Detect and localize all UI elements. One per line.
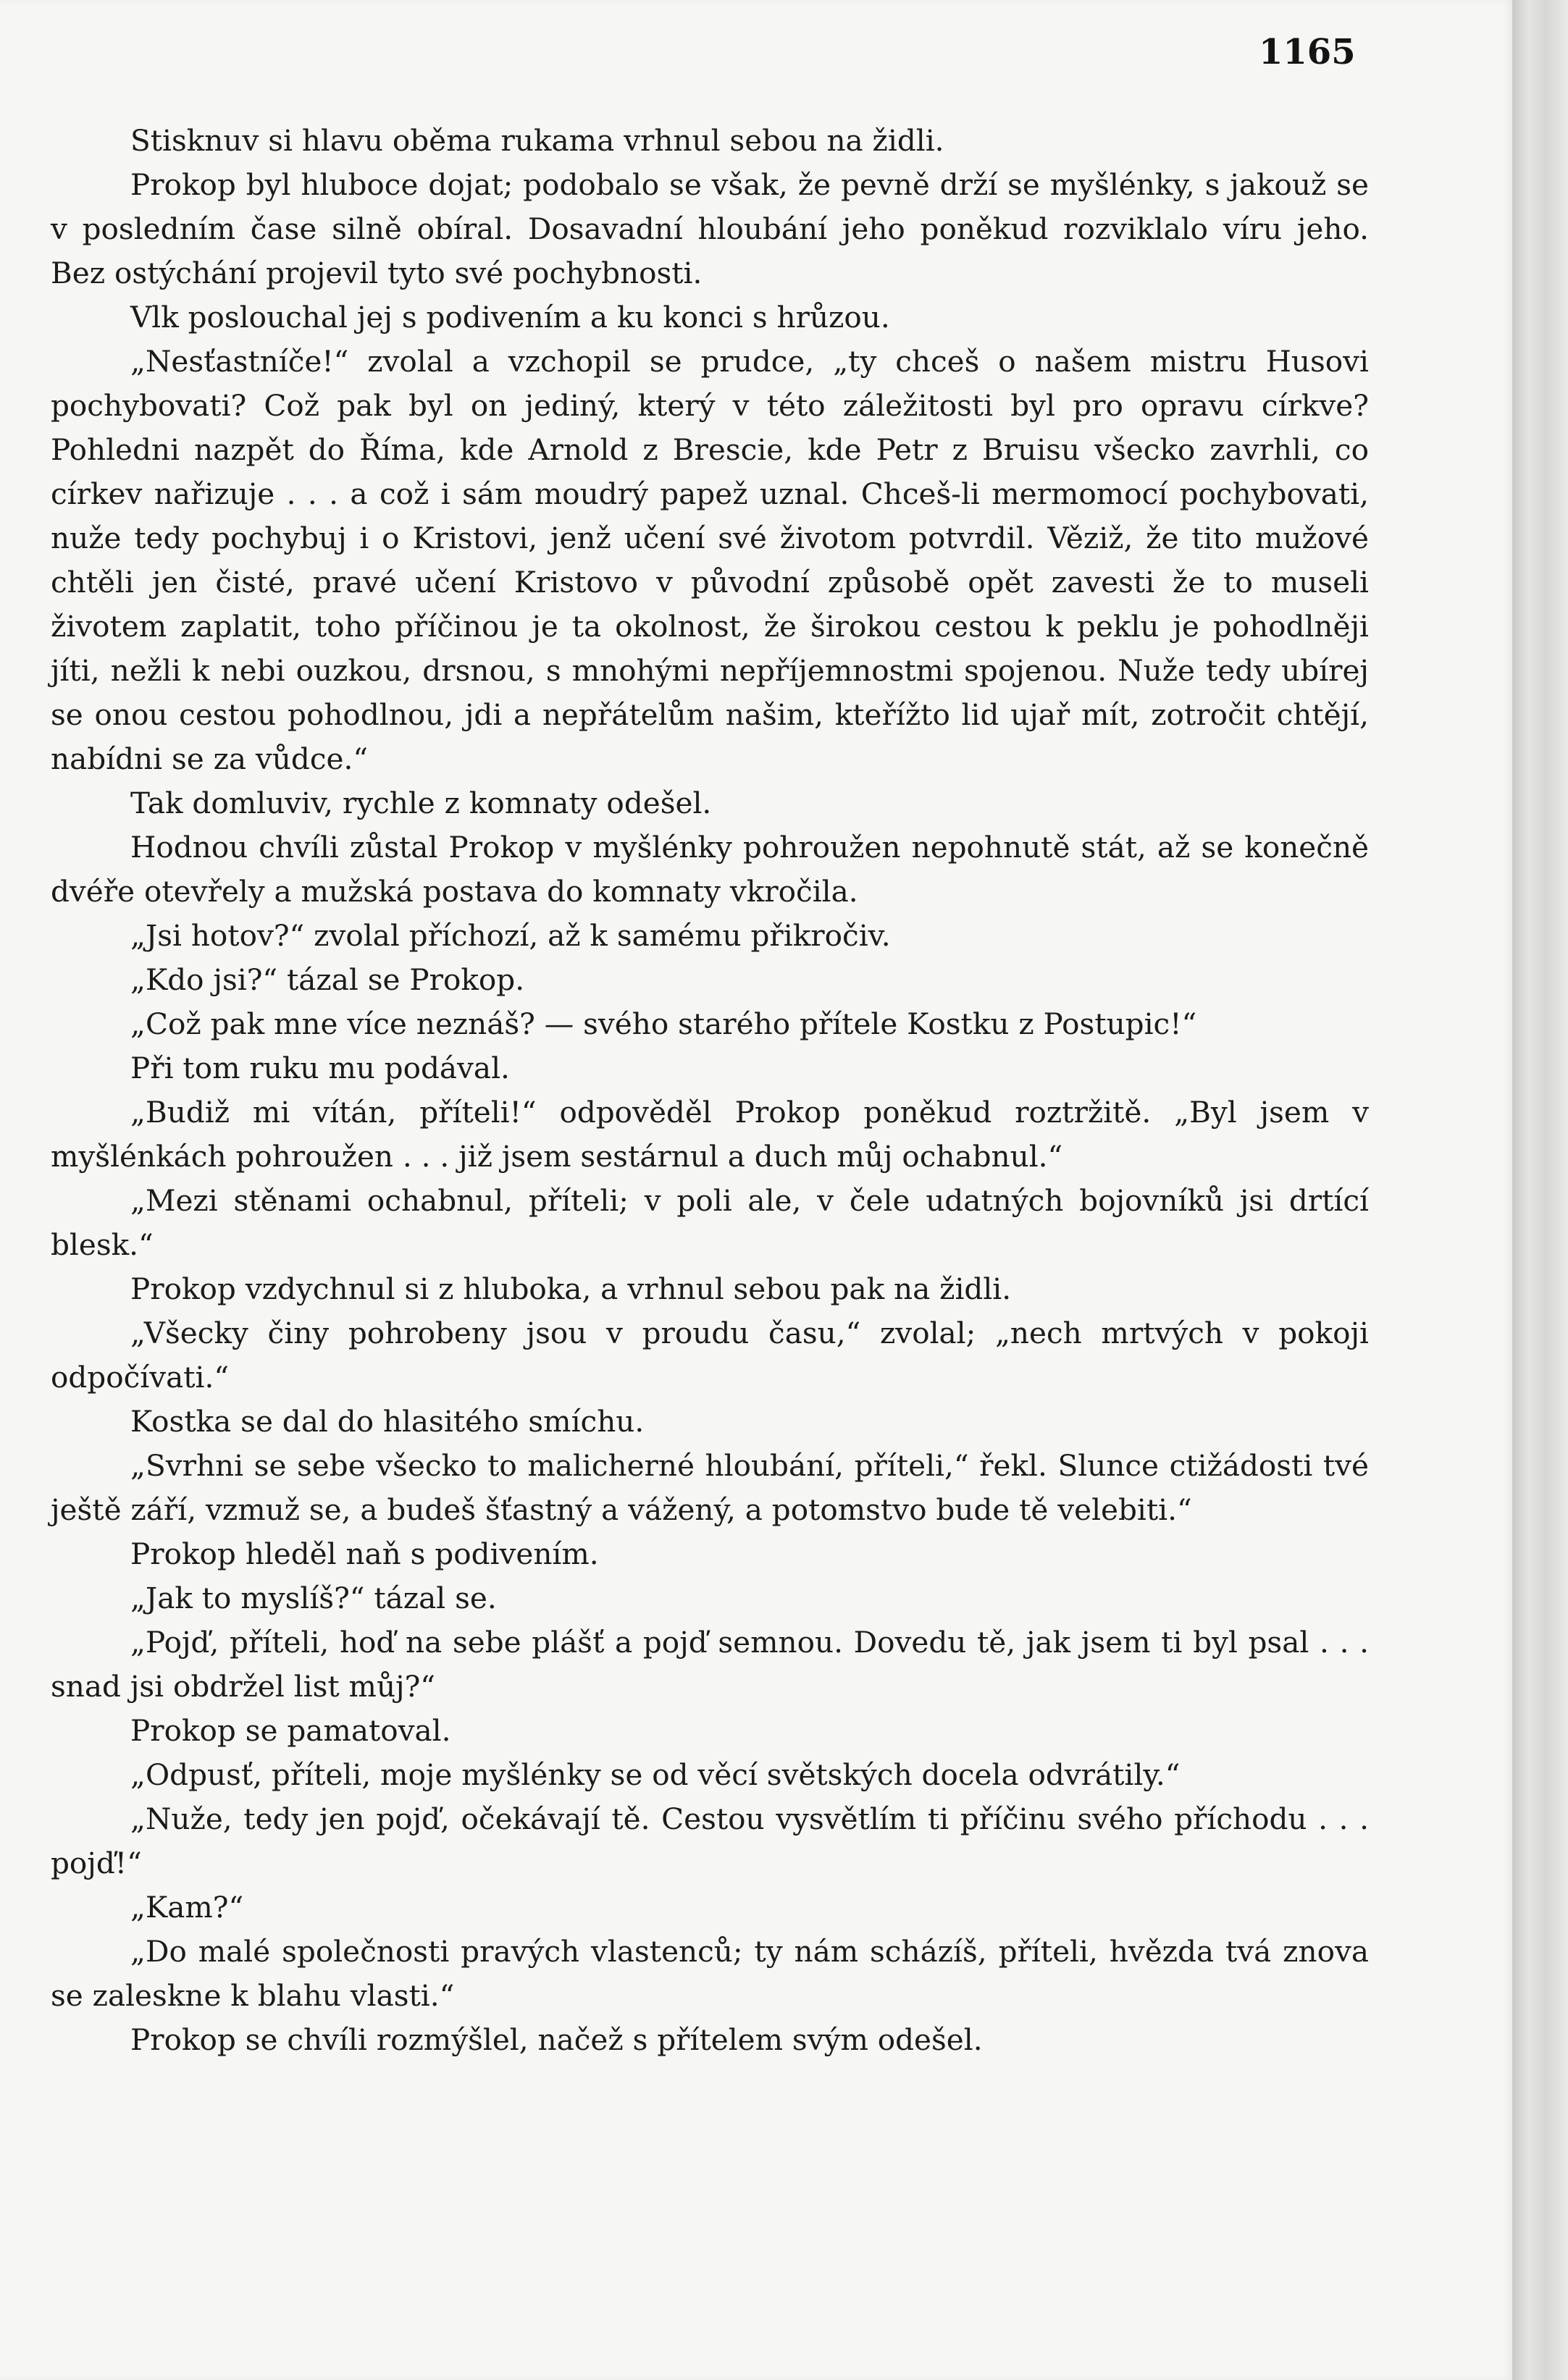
- paragraph: Prokop byl hluboce dojat; podobalo se však, že pevně drží se myšlénky, s jakouž se v posledním čase silně obíral. Dosavadní hloubání jeho poněkud rozviklalo víru jeho. Bez ostýchání projevil tyto své pochybnosti.: [51, 167, 1369, 290]
- paragraph: „Svrhni se sebe všecko to malicherné hloubání, příteli,“ řekl. Slunce ctižádosti tvé ještě září, vzmuž se, a budeš šťastný a vážený, a potomstvo bude tě velebiti.“: [51, 1448, 1369, 1527]
- paragraph: „Jak to myslíš?“ tázal se.: [130, 1581, 497, 1615]
- page-edge: [1512, 0, 1568, 2380]
- paragraph: „Kdo jsi?“ tázal se Prokop.: [130, 962, 525, 997]
- body-text: [51, 119, 1369, 2062]
- paragraph: „Nesťastníče!“ zvolal a vzchopil se prudce, „ty chceš o našem mistru Husovi pochybovati? Což pak byl on jediný, který v této záležitosti byl pro opravu církve? Pohledni nazpět do Říma, kde Arnold z Brescie, kde Petr z Bruisu všecko zavrhli, co církev nařizuje . . . a což i sám moudrý papež uznal. Chceš-li mermomocí pochybovati, nuže tedy pochybuj i o Kristovi, jenž učení své životom potvrdil. Věziž, že tito mužové chtěli jen čisté, pravé učení Kristovo v původní způsobě opět zavesti že to museli životem zaplatit, toho příčinou je ta okolnost, že širokou cestou k peklu je pohodlněji jíti, nežli k nebi ouzkou, drsnou, s mnohými nepříjemnostmi spojenou. Nuže tedy ubírej se onou cestou pohodlnou, jdi a nepřátelům našim, kteřížto lid ujař mít, zotročit chtějí, nabídni se za vůdce.“: [51, 344, 1369, 776]
- paragraph: Prokop hleděl naň s podivením.: [130, 1536, 599, 1571]
- paragraph: „Jsi hotov?“ zvolal příchozí, až k samému přikročiv.: [130, 918, 891, 953]
- paragraph: „Pojď, příteli, hoď na sebe plášť a pojď semnou. Dovedu tě, jak jsem ti byl psal . . . snad jsi obdržel list můj?“: [51, 1625, 1369, 1704]
- paragraph: „Budiž mi vítán, příteli!“ odpověděl Prokop poněkud roztržitě. „Byl jsem v myšlénkách pohroužen . . . již jsem sestárnul a duch můj ochabnul.“: [51, 1095, 1369, 1174]
- page-number: 1165: [1259, 32, 1356, 72]
- paragraph: Vlk poslouchal jej s podivením a ku konci s hrůzou.: [130, 300, 890, 335]
- paragraph: Při tom ruku mu podával.: [130, 1051, 510, 1085]
- paragraph: „Všecky činy pohrobeny jsou v proudu času,“ zvolal; „nech mrtvých v pokoji odpočívati.“: [51, 1316, 1369, 1395]
- paragraph: „Mezi stěnami ochabnul, příteli; v poli ale, v čele udatných bojovníků jsi drtící blesk.“: [51, 1183, 1369, 1262]
- paragraph: Prokop se pamatoval.: [130, 1713, 451, 1748]
- paragraph: Kostka se dal do hlasitého smíchu.: [130, 1404, 645, 1439]
- paragraph: Stisknuv si hlavu oběma rukama vrhnul sebou na židli.: [130, 123, 944, 158]
- paragraph: Hodnou chvíli zůstal Prokop v myšlénky pohroužen nepohnutě stát, až se konečně dvéře otevřely a mužská postava do komnaty vkročila.: [51, 830, 1369, 909]
- paragraph: „Kam?“: [130, 1890, 244, 1925]
- paragraph: „Odpusť, příteli, moje myšlénky se od věcí světských docela odvrátily.“: [130, 1757, 1181, 1792]
- paragraph: Prokop se chvíli rozmýšlel, načež s přítelem svým odešel.: [130, 2022, 983, 2057]
- paragraph: „Nuže, tedy jen pojď, očekávají tě. Cestou vysvětlím ti příčinu svého příchodu . . . pojď!“: [51, 1801, 1369, 1880]
- paragraph: Prokop vzdychnul si z hluboka, a vrhnul sebou pak na židli.: [130, 1271, 1012, 1306]
- paragraph: „Což pak mne více neznáš? — svého starého přítele Kostku z Postupic!“: [130, 1006, 1197, 1041]
- paragraph: Tak domluviv, rychle z komnaty odešel.: [130, 786, 712, 820]
- paragraph: „Do malé společnosti pravých vlastenců; ty nám scházíš, příteli, hvězda tvá znova se zaleskne k blahu vlasti.“: [51, 1934, 1369, 2013]
